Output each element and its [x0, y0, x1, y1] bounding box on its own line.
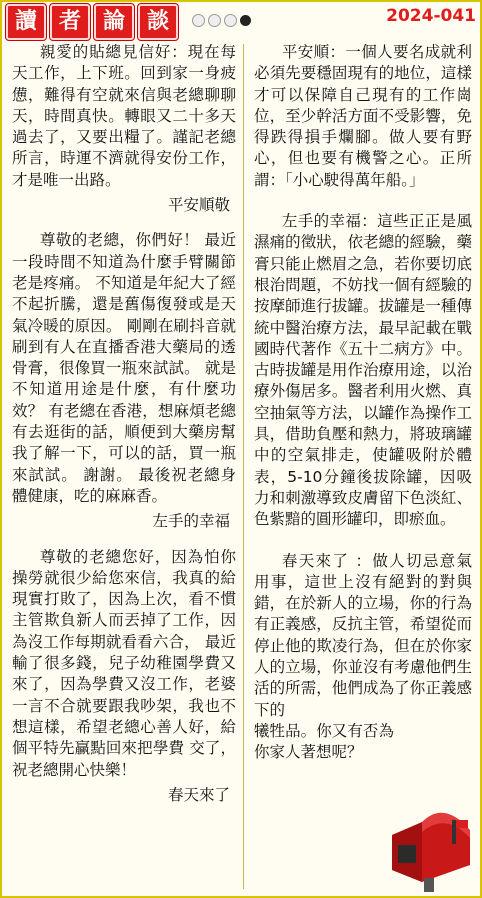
letter-signature: 平安順敬: [167, 196, 230, 215]
mailbox-illustration-icon: [382, 790, 474, 892]
dot-icon: [224, 14, 237, 27]
title-tile: 談: [138, 4, 178, 40]
dot-icon: [208, 14, 221, 27]
editor-reply: 左手的幸福：這些正正是風濕痛的徵狀，依老總的經驗，藥膏只能止燃眉之急，若你要切底根治問題，不妨找一個有經驗的按摩師進行拔罐。拔罐是一種傳統中醫治療方法，最早記載在戰國時代著作《五十二病方》中。古時拔罐是用作治療用途，以治療外傷居多。醫者利用火燃、真空抽氣等方法，以罐作為操作工具，借助負壓和熱力，將玻璃罐中的空氣排走，使罐吸附於體表，5-10分鐘後拔除罐，因吸力和刺激導致皮膚留下色淡紅、色紫黯的圓形罐印，即瘀血。: [254, 212, 472, 529]
editor-reply-tail: 犧牲品。你又有否為你家人著想呢？: [254, 721, 394, 762]
replies-column: [254, 42, 472, 764]
reader-letter: 尊敬的老總您好，因為怕你操勞就很少給您來信，我真的給現實打敗了，因為上次，看不慣主管欺負新人而丟掉了工作，因為沒工作每期就看看六合， 最近輸了很多錢，兒子幼稚園學費又來了，因為學費又沒工作，老婆一言不合就要跟我吵架，我也不想這樣，希望老總心善人好，給個平特先贏點回來把學費 交了，祝老總開心快樂！: [12, 547, 236, 779]
column-divider: [243, 44, 244, 889]
title-tile: 者: [50, 4, 90, 40]
header: [6, 4, 480, 40]
letter-signature: 左手的幸福: [152, 512, 230, 531]
title-tile: 讀: [6, 4, 46, 40]
decorative-dots: [192, 14, 251, 27]
title-tile: 論: [94, 4, 134, 40]
column-title: [6, 4, 178, 40]
dot-icon: [192, 14, 205, 27]
editor-reply: 平安順：一個人要名成就利必須先要穩固現有的地位，這樣才可以保障自己現有的工作崗位，至少幹活方面不受影響，免得跌得損手爛腳。做人要有野心，但也要有機警之心。正所謂：「小心駛得萬年船。」: [254, 43, 472, 189]
editor-reply: 春天來了 ：做人切忌意氣用事，這世上沒有絕對的對與錯，在於新人的立場，你的行為有正義感，反抗主管，希望從而停止他的欺凌行為，但在於你家人的立場，你並沒有考慮他們生活的所需，他們成為了你正義感下的: [254, 551, 472, 719]
issue-number: 2024-041: [386, 6, 476, 26]
reader-letter: 尊敬的老總，你們好！ 最近一段時間不知道為什麼手臂關節老是疼痛。 不知道是年紀大了經不起折騰，還是舊傷復發或是天氣冷暖的原因。 剛剛在刷抖音就刷到有人在直播香港大藥局的透骨膏，很像買一瓶來試試。 就是不知道用途是什麼，有什麼功效？ 有老總在香港，想麻煩老總有去逛街的話，順便到大藥房幫我了解一下，可以的話，買一瓶來試試。 謝謝。 最後祝老總身體健康，吃的麻麻香。: [12, 231, 236, 505]
letter-signature: 春天來了: [167, 785, 230, 804]
reader-letter: 親愛的貼總見信好：現在每天工作，上下班。回到家一身疲憊，難得有空就來信與老總聊聊天，時間真快。轉眼又二十多天過去了，又要出糧了。謹記老總所言，時運不濟就得安份工作，才是唯一出路。: [12, 43, 236, 189]
dot-icon: [240, 15, 251, 26]
letters-column: [12, 42, 236, 806]
